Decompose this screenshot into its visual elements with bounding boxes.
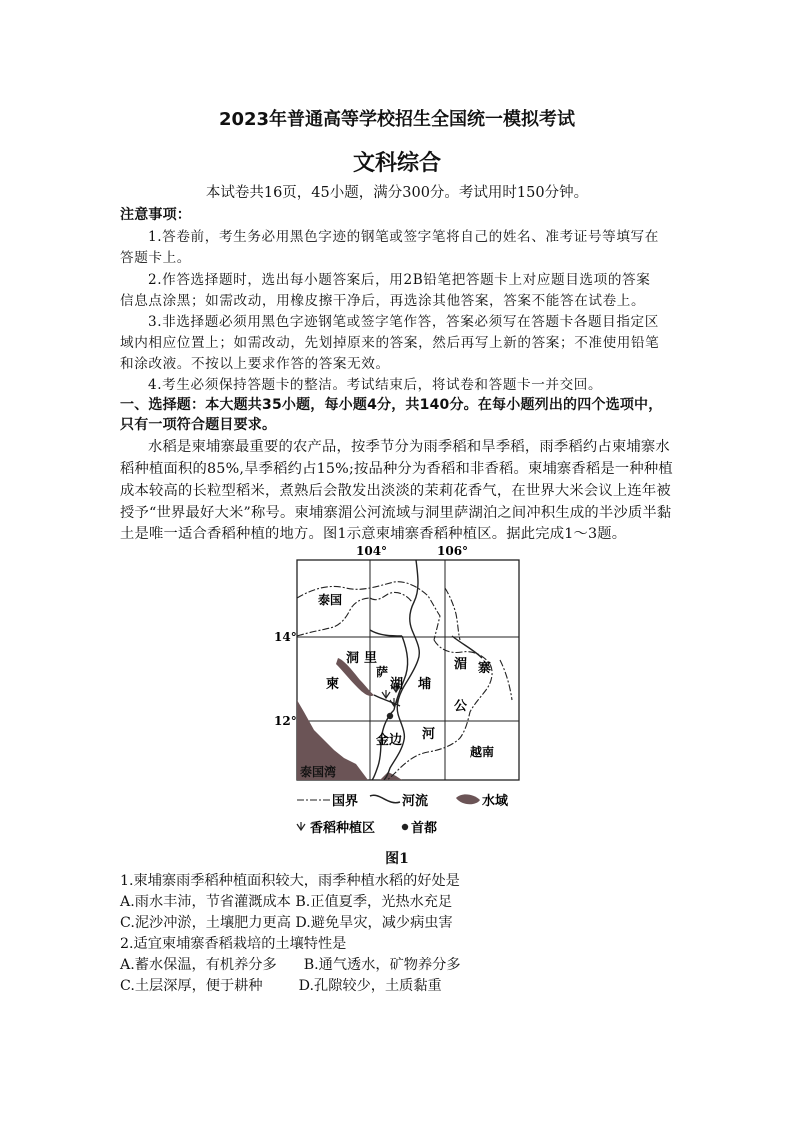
- legend-capital-label: 首都: [411, 821, 438, 836]
- cambodia-map: [270, 540, 520, 840]
- coastal-water: [380, 772, 402, 780]
- passage-line: 成本较高的长粒型稻米，煮熟后会散发出淡淡的茉莉花香气，在世界大米会议上连年被: [120, 483, 671, 499]
- notice-line: 信息点涂黑；如需改动，用橡皮擦干净后，再选涂其他答案，答案不能答在试卷上。: [120, 293, 646, 309]
- figure-caption: 图1: [385, 851, 409, 867]
- notice-line: 答题卡上。: [120, 250, 191, 266]
- capital-icon: [387, 713, 393, 719]
- notice-line: 和涂改液。不按以上要求作答的答案无效。: [120, 356, 390, 372]
- notice-line: 2.作答选择题时，选出每小题答案后，用2B铅笔把答题卡上对应题目选项的答案: [148, 272, 651, 288]
- label-mei: 湄: [454, 657, 468, 672]
- notice-line: 4.考生必须保持答题卡的整洁。考试结束后，将试卷和答题卡一并交回。: [148, 377, 603, 393]
- legend-border-label: 国界: [332, 794, 359, 809]
- label-gong: 公: [454, 699, 468, 714]
- label-thailand: 泰国: [318, 593, 343, 607]
- section-heading: 一、选择题：本大题共35小题，每小题4分，共140分。在每小题列出的四个选项中，: [120, 397, 663, 413]
- lon-label: 104°: [356, 544, 388, 558]
- notice-heading: 注意事项：: [120, 207, 191, 223]
- label-gulf: 泰国湾: [300, 765, 337, 779]
- exam-info: 本试卷共16页，45小题，满分300分。考试用时150分钟。: [205, 185, 589, 201]
- passage-line: 土是唯一适合香稻种植的地方。图1示意柬埔寨香稻种植区。据此完成1～3题。: [120, 526, 627, 542]
- notice-line: 域内相应位置上；如需改动，先划掉原来的答案，然后再写上新的答案；不准使用铅笔: [120, 335, 660, 351]
- label-vietnam: 越南: [470, 745, 495, 759]
- lat-label: 12°: [274, 714, 297, 728]
- legend-water-label: 水域: [482, 794, 509, 809]
- passage-line: 稻种植面积的85%,旱季稻约占15%;按品种分为香稻和非香稻。柬埔寨香稻是一种种植: [120, 461, 673, 477]
- label-li: 里: [364, 651, 378, 666]
- lon-label: 106°: [437, 544, 469, 558]
- question-stem: 2.适宜柬埔寨香稻栽培的土壤特性是: [120, 936, 347, 952]
- legend-capital-icon: [402, 824, 408, 830]
- label-sa: 萨: [376, 665, 389, 679]
- legend-rice-icon: [297, 822, 305, 830]
- question-options: C.泥沙冲淤，土壤肥力更高 D.避免旱灾，减少病虫害: [120, 915, 453, 931]
- label-hu: 湖: [390, 677, 404, 692]
- section-heading: 只有一项符合题目要求。: [120, 417, 277, 433]
- question-stem: 1.柬埔寨雨季稻种植面积较大，雨季种植水稻的好处是: [120, 873, 460, 889]
- passage-line: 授予“世界最好大米”称号。柬埔寨湄公河流域与洞里萨湖泊之间冲积生成的半沙质半黏: [120, 505, 672, 521]
- label-jinbian: 金边: [376, 733, 403, 748]
- legend-river-label: 河流: [402, 794, 429, 809]
- subject-title: 文科综合: [352, 150, 441, 176]
- notice-line: 3.非选择题必须用黑色字迹钢笔或签字笔作答，答案必须写在答题卡各题目指定区: [148, 314, 659, 330]
- legend-water-symbol: [456, 794, 480, 804]
- label-zhai: 寨: [478, 661, 492, 676]
- label-jian: 柬: [326, 677, 340, 692]
- label-pu: 埔: [418, 677, 432, 692]
- notice-line: 1.答卷前，考生务必用黑色字迹的钢笔或签字笔将自己的姓名、准考证号等填写在: [148, 229, 659, 245]
- legend-rice-label: 香稻种植区: [310, 821, 376, 836]
- question-options: A.雨水丰沛，节省灌溉成本 B.正值夏季，光热水充足: [120, 894, 453, 910]
- exam-title: 2023年普通高等学校招生全国统一模拟考试: [218, 109, 576, 130]
- legend-river-symbol: [370, 795, 400, 802]
- label-he: 河: [422, 727, 436, 742]
- label-dong: 洞: [346, 651, 360, 666]
- question-options: C.土层深厚，便于耕种 D.孔隙较少，土质黏重: [120, 978, 442, 994]
- lat-label: 14°: [274, 630, 297, 644]
- question-options: A.蓄水保温，有机养分多 B.通气透水，矿物养分多: [120, 957, 461, 973]
- figure-map: [270, 540, 520, 840]
- passage-line: 水稻是柬埔寨最重要的农产品，按季节分为雨季稻和旱季稻，雨季稻约占柬埔寨水: [148, 439, 670, 455]
